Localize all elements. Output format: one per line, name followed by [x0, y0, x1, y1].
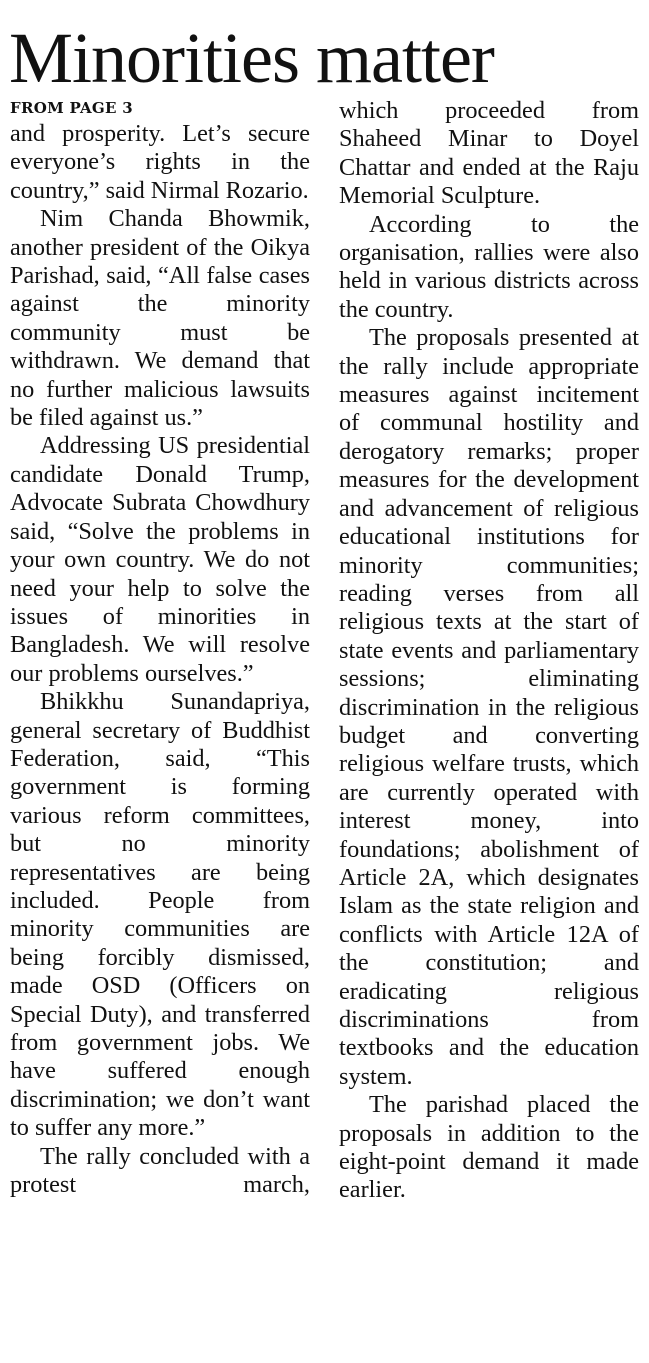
paragraph: According to the organisation, rallies were also held in various districts across the country.: [339, 210, 639, 323]
paragraph: Bhikkhu Sunandapriya, general secretary of Buddhist Federation, said, “This government is forming various reform committees, but no minority representatives are being included. People from minority communities are being forcibly dismissed, made OSD (Officers on Special Duty), and transferred from government jobs. We have suffered enough discrimination; we don’t want to suffer any more.”: [10, 688, 310, 1142]
paragraph: Addressing US presidential candidate Donald Trump, Advocate Subrata Chowdhury said, “Solve the problems in your own country. We do not need your help to solve the issues of minorities in Bangladesh. We will resolve our problems ourselves.”: [10, 432, 310, 687]
paragraph: which proceeded from Shaheed Minar to Doyel Chattar and ended at the Raju Memorial Sculpture.: [339, 97, 639, 210]
paragraph: The rally concluded with a protest march,: [10, 1142, 310, 1199]
headline: Minorities matter: [9, 18, 494, 98]
paragraph: and prosperity. Let’s secure everyone’s rights in the country,” said Nirmal Rozario.: [10, 120, 310, 204]
article-column-right: [339, 97, 639, 1205]
paragraph: The parishad placed the proposals in addition to the eight-point demand it made earlier.: [339, 1091, 639, 1204]
continuation-kicker: FROM PAGE 3: [10, 99, 134, 117]
paragraph: Nim Chanda Bhowmik, another president of the Oikya Parishad, said, “All false cases against the minority community must be withdrawn. We demand that no further malicious lawsuits be filed against us.”: [10, 205, 310, 432]
article-column-left: [10, 96, 310, 1199]
paragraph: The proposals presented at the rally include appropriate measures against incitement of communal hostility and derogatory remarks; proper measures for the development and advancement of religious educational institutions for minority communities; reading verses from all religious texts at the start of state events and parliamentary sessions; eliminating discrimination in the religious budget and converting religious welfare trusts, which are currently operated with interest money, into foundations; abolishment of Article 2A, which designates Islam as the state religion and conflicts with Article 12A of the constitution; and eradicating religious discriminations from textbooks and the education system.: [339, 324, 639, 1090]
